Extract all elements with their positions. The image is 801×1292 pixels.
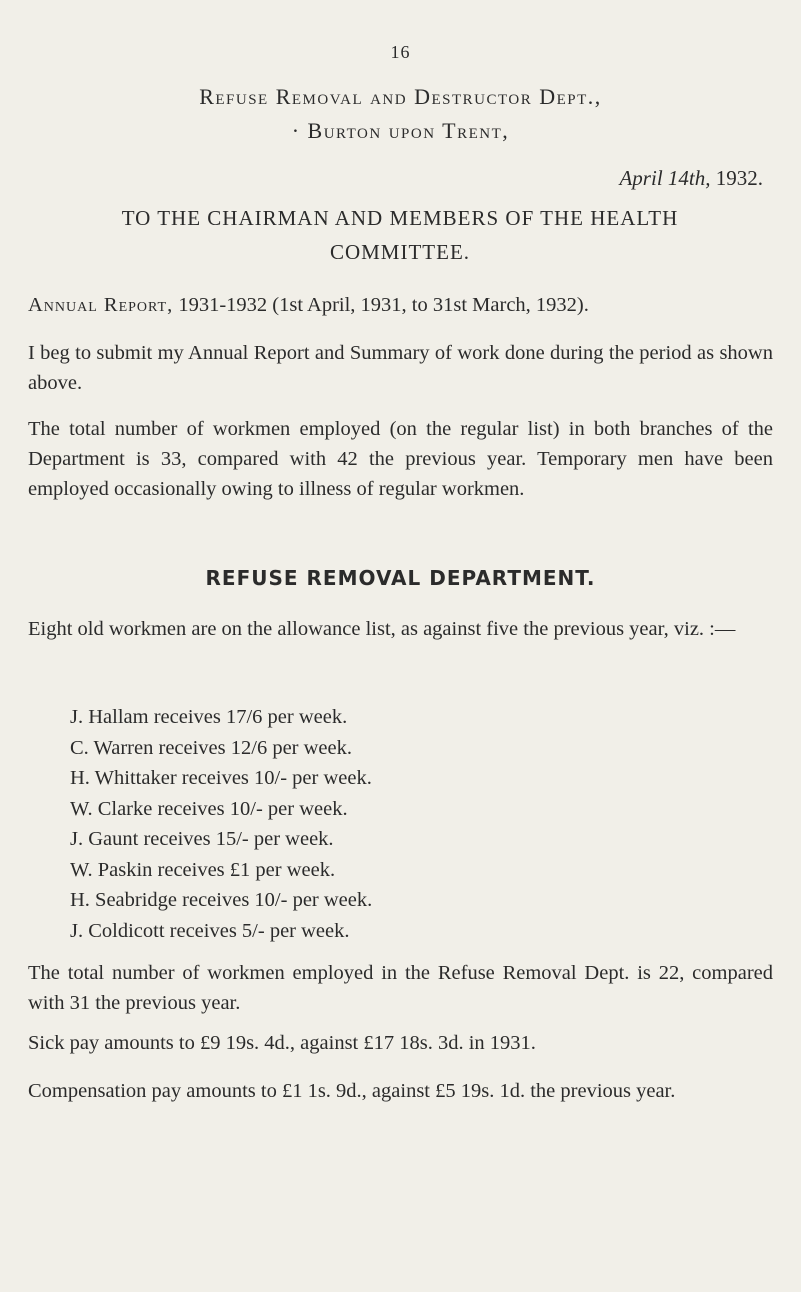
list-item: C. Warren receives 12/6 per week.	[70, 736, 353, 759]
annual-report-heading	[28, 290, 773, 320]
list-item: H. Whittaker receives 10/- per week.	[70, 767, 372, 789]
list-item: J. Coldicott receives 5/- per week.	[70, 919, 350, 942]
list-item: J. Gaunt receives 15/- per week.	[70, 828, 334, 850]
department-name: Refuse Removal and Destructor Dept.,	[199, 84, 602, 109]
list-item: J. Hallam receives 17/6 per week.	[70, 706, 348, 728]
allowance-intro-paragraph: Eight old workmen are on the allowance list, as against five the previous year, viz. :—	[28, 618, 736, 640]
compensation-paragraph: Compensation pay amounts to £1 1s. 9d., against £5 19s. 1d. the previous year.	[28, 1080, 676, 1102]
section-heading: REFUSE REMOVAL DEPARTMENT.	[205, 566, 596, 590]
department-location: · Burton upon Trent,	[291, 118, 510, 143]
annual-report-label: Annual Report,	[28, 294, 174, 316]
list-item: W. Clarke receives 10/- per week.	[70, 797, 348, 820]
total-workmen-paragraph: The total number of workmen employed in the Refuse Removal Dept. is 22, compared with 31 the previous year.	[28, 962, 773, 1014]
page-number: 16	[390, 42, 411, 62]
report-date-day: April 14th,	[619, 166, 711, 190]
allowance-list	[70, 702, 372, 946]
annual-report-period: 1931-1932 (1st April, 1931, to 31st March, 1932).	[178, 294, 589, 316]
list-item: H. Seabridge receives 10/- per week.	[70, 889, 373, 911]
report-date	[619, 166, 763, 191]
addressee-line-1: TO THE CHAIRMAN AND MEMBERS OF THE HEALTH	[121, 206, 679, 230]
list-item: W. Paskin receives £1 per week.	[70, 858, 336, 881]
workmen-paragraph: The total number of workmen employed (on the regular list) in both branches of the Department is 33, compared with 42 the previous year. Temporary men have been employed occasionally owing to illness of regular workmen.	[28, 418, 773, 500]
addressee-line-2: COMMITTEE.	[329, 240, 471, 264]
report-date-year: 1932.	[715, 166, 763, 190]
sick-pay-paragraph: Sick pay amounts to £9 19s. 4d., against £17 18s. 3d. in 1931.	[28, 1032, 536, 1054]
intro-paragraph: I beg to submit my Annual Report and Summary of work done during the period as shown above.	[28, 342, 773, 394]
